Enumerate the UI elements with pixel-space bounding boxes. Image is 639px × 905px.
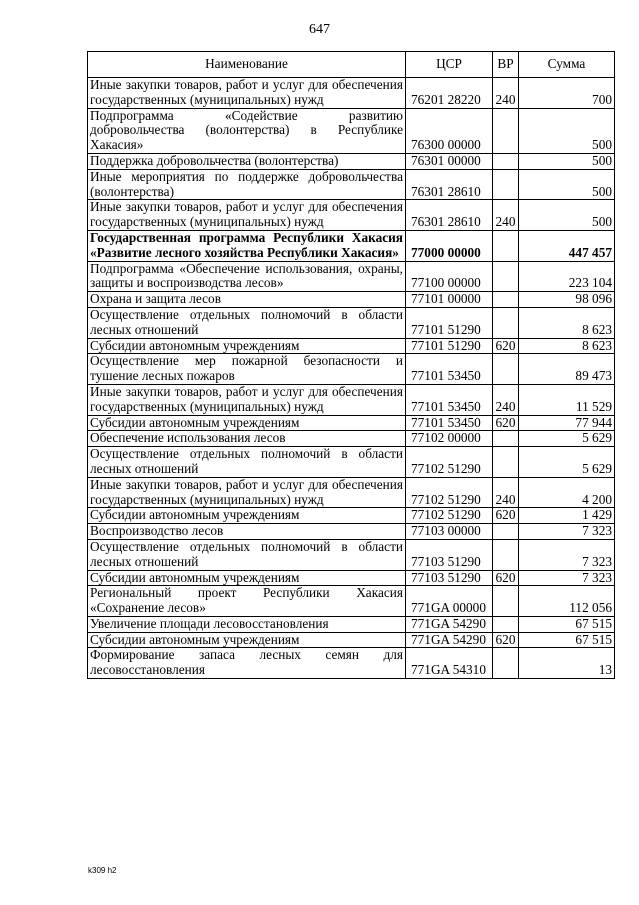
table-row	[88, 570, 615, 586]
table-row	[88, 307, 615, 338]
cell-sum: 700	[519, 78, 615, 109]
cell-vr: 620	[493, 570, 519, 586]
header-csr: ЦСР	[406, 52, 493, 78]
cell-csr: 77101 00000	[406, 292, 493, 308]
cell-csr: 77102 51290	[406, 447, 493, 478]
cell-csr: 77101 53450	[406, 384, 493, 415]
cell-vr	[493, 153, 519, 169]
cell-sum: 89 473	[519, 354, 615, 385]
cell-csr: 77100 00000	[406, 261, 493, 292]
table-row	[88, 415, 615, 431]
table-header-row	[88, 52, 615, 78]
cell-csr: 77102 51290	[406, 508, 493, 524]
cell-csr: 77101 51290	[406, 338, 493, 354]
table-row	[88, 338, 615, 354]
cell-sum: 7 323	[519, 570, 615, 586]
cell-sum: 67 515	[519, 632, 615, 648]
cell-name: Региональный проект Республики Хакасия «Сохранение лесов»	[88, 586, 406, 617]
cell-name: Субсидии автономным учреждениям	[88, 415, 406, 431]
cell-sum: 7 323	[519, 524, 615, 540]
cell-csr: 77101 53450	[406, 354, 493, 385]
cell-vr	[493, 539, 519, 570]
cell-csr: 77101 51290	[406, 307, 493, 338]
table-row	[88, 384, 615, 415]
cell-sum: 447 457	[519, 230, 615, 261]
cell-name: Охрана и защита лесов	[88, 292, 406, 308]
cell-name: Иные закупки товаров, работ и услуг для обеспечения государственных (муниципальных) нужд	[88, 200, 406, 231]
cell-sum: 223 104	[519, 261, 615, 292]
table-row	[88, 169, 615, 200]
table-row	[88, 292, 615, 308]
cell-sum: 7 323	[519, 539, 615, 570]
cell-sum: 500	[519, 169, 615, 200]
table-row	[88, 508, 615, 524]
cell-name: Иные закупки товаров, работ и услуг для обеспечения государственных (муниципальных) нужд	[88, 78, 406, 109]
cell-vr	[493, 108, 519, 153]
cell-name: Воспроизводство лесов	[88, 524, 406, 540]
cell-vr: 620	[493, 338, 519, 354]
table-row	[88, 477, 615, 508]
table-row	[88, 261, 615, 292]
table-row	[88, 447, 615, 478]
table-row	[88, 153, 615, 169]
cell-csr: 77000 00000	[406, 230, 493, 261]
cell-name: Субсидии автономным учреждениям	[88, 338, 406, 354]
cell-csr: 76201 28220	[406, 78, 493, 109]
cell-csr: 77103 51290	[406, 539, 493, 570]
cell-vr	[493, 354, 519, 385]
table-row	[88, 648, 615, 679]
cell-csr: 76301 00000	[406, 153, 493, 169]
cell-csr: 76301 28610	[406, 200, 493, 231]
cell-name: Субсидии автономным учреждениям	[88, 570, 406, 586]
cell-vr: 240	[493, 78, 519, 109]
cell-vr	[493, 616, 519, 632]
cell-vr	[493, 307, 519, 338]
cell-csr: 77101 53450	[406, 415, 493, 431]
cell-vr	[493, 524, 519, 540]
header-sum: Сумма	[519, 52, 615, 78]
cell-sum: 13	[519, 648, 615, 679]
cell-csr: 771GA 00000	[406, 586, 493, 617]
table-row	[88, 524, 615, 540]
table-row	[88, 200, 615, 231]
cell-csr: 77102 51290	[406, 477, 493, 508]
cell-csr: 77102 00000	[406, 431, 493, 447]
cell-name: Субсидии автономным учреждениям	[88, 508, 406, 524]
cell-name: Иные закупки товаров, работ и услуг для обеспечения государственных (муниципальных) нужд	[88, 477, 406, 508]
cell-vr	[493, 169, 519, 200]
cell-name: Обеспечение использования лесов	[88, 431, 406, 447]
footer-code: k309 h2	[88, 866, 117, 875]
cell-vr	[493, 261, 519, 292]
table-row	[88, 539, 615, 570]
table-row	[88, 632, 615, 648]
cell-csr: 771GA 54310	[406, 648, 493, 679]
table-row	[88, 230, 615, 261]
cell-sum: 4 200	[519, 477, 615, 508]
cell-name: Иные закупки товаров, работ и услуг для обеспечения государственных (муниципальных) нужд	[88, 384, 406, 415]
table-body	[88, 78, 615, 679]
cell-sum: 8 623	[519, 307, 615, 338]
cell-name: Иные мероприятия по поддержке добровольчества (волонтерства)	[88, 169, 406, 200]
cell-csr: 771GA 54290	[406, 616, 493, 632]
cell-sum: 8 623	[519, 338, 615, 354]
cell-csr: 771GA 54290	[406, 632, 493, 648]
cell-vr	[493, 230, 519, 261]
cell-vr: 240	[493, 200, 519, 231]
cell-name: Осуществление отдельных полномочий в области лесных отношений	[88, 539, 406, 570]
cell-name: Осуществление мер пожарной безопасности и тушение лесных пожаров	[88, 354, 406, 385]
cell-vr	[493, 447, 519, 478]
cell-vr: 620	[493, 632, 519, 648]
cell-sum: 98 096	[519, 292, 615, 308]
table-row	[88, 108, 615, 153]
cell-csr: 76300 00000	[406, 108, 493, 153]
cell-vr: 620	[493, 508, 519, 524]
cell-vr	[493, 292, 519, 308]
cell-sum: 112 056	[519, 586, 615, 617]
table-row	[88, 586, 615, 617]
cell-name: Осуществление отдельных полномочий в области лесных отношений	[88, 447, 406, 478]
cell-name: Подпрограмма «Содействие развитию добровольчества (волонтерства) в Республике Хакасия»	[88, 108, 406, 153]
cell-vr: 620	[493, 415, 519, 431]
budget-table	[87, 51, 615, 679]
cell-sum: 500	[519, 108, 615, 153]
cell-vr	[493, 648, 519, 679]
cell-sum: 500	[519, 200, 615, 231]
header-name: Наименование	[88, 52, 406, 78]
cell-sum: 77 944	[519, 415, 615, 431]
cell-sum: 67 515	[519, 616, 615, 632]
table-row	[88, 616, 615, 632]
cell-sum: 5 629	[519, 431, 615, 447]
cell-vr	[493, 586, 519, 617]
cell-sum: 5 629	[519, 447, 615, 478]
cell-sum: 1 429	[519, 508, 615, 524]
table-row	[88, 78, 615, 109]
page-number: 647	[309, 22, 330, 37]
cell-name: Увеличение площади лесовосстановления	[88, 616, 406, 632]
cell-name: Подпрограмма «Обеспечение использования, охраны, защиты и воспроизводства лесов»	[88, 261, 406, 292]
table-row	[88, 354, 615, 385]
cell-vr	[493, 431, 519, 447]
cell-vr: 240	[493, 477, 519, 508]
cell-name: Государственная программа Республики Хакасия «Развитие лесного хозяйства Республики Хакасия»	[88, 230, 406, 261]
cell-sum: 500	[519, 153, 615, 169]
cell-vr: 240	[493, 384, 519, 415]
cell-name: Осуществление отдельных полномочий в области лесных отношений	[88, 307, 406, 338]
cell-csr: 77103 51290	[406, 570, 493, 586]
cell-csr: 77103 00000	[406, 524, 493, 540]
cell-name: Поддержка добровольчества (волонтерства)	[88, 153, 406, 169]
cell-csr: 76301 28610	[406, 169, 493, 200]
cell-name: Формирование запаса лесных семян для лесовосстановления	[88, 648, 406, 679]
table-row	[88, 431, 615, 447]
cell-sum: 11 529	[519, 384, 615, 415]
cell-name: Субсидии автономным учреждениям	[88, 632, 406, 648]
header-vr: ВР	[493, 52, 519, 78]
